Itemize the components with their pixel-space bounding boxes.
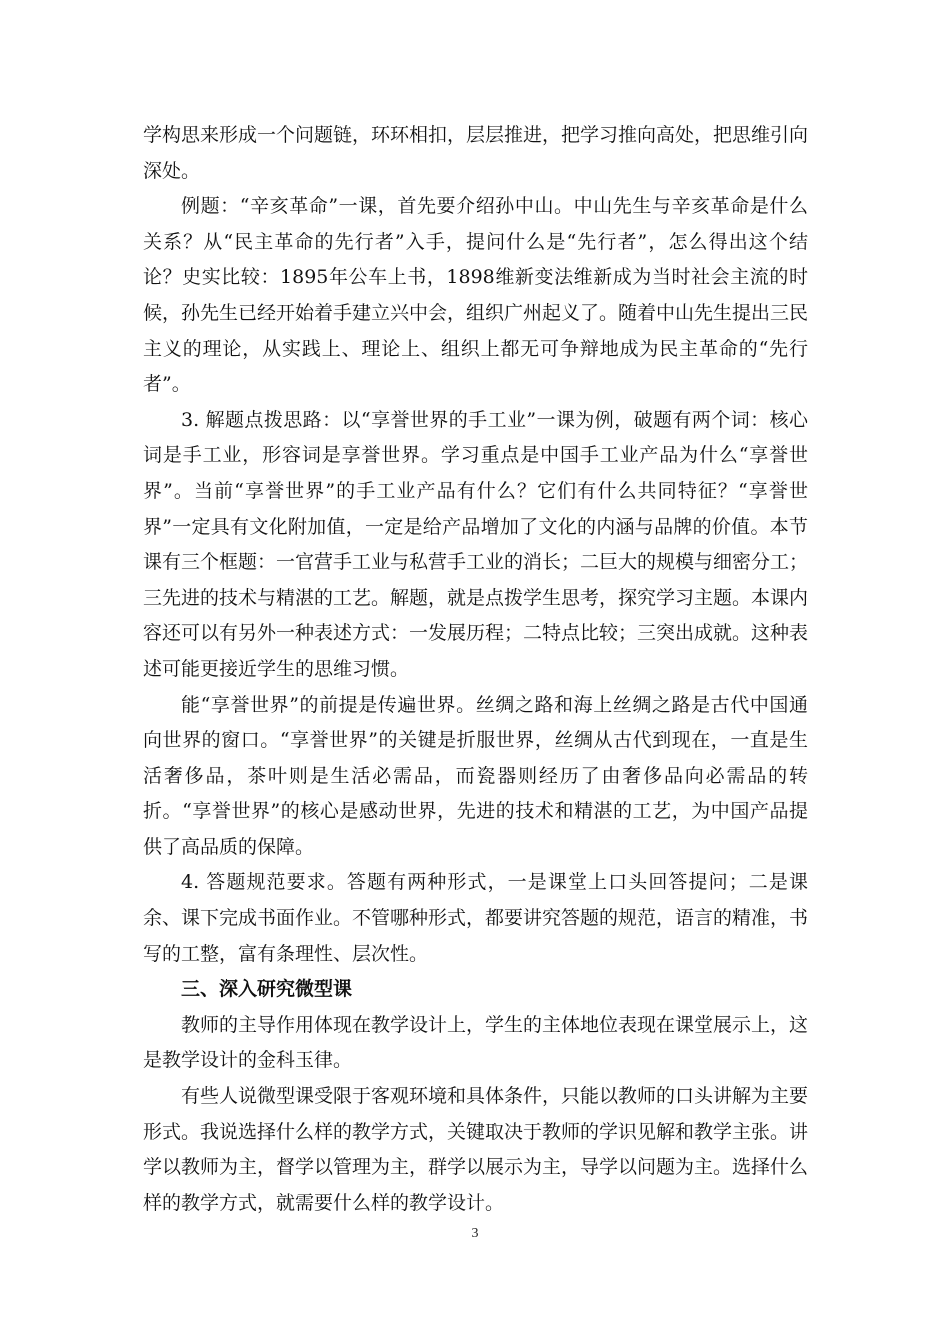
document-page: [143, 118, 808, 1221]
paragraph-teacher-role: 教师的主导作用体现在教学设计上，学生的主体地位表现在课堂展示上，这是教学设计的金科玉律。: [143, 1013, 809, 1072]
paragraph-micro-lesson: 有些人说微型课受限于客观环境和具体条件，只能以教师的口头讲解为主要形式。我说选择什么样的教学方式，关键取决于教师的学识见解和教学主张。讲学以教师为主，督学以管理为主，群学以展示为主，导学以问题为主。选择什么样的教学方式，就需要什么样的教学设计。: [143, 1085, 809, 1214]
paragraph-world-renown: 能“享誉世界”的前提是传遍世界。丝绸之路和海上丝绸之路是古代中国通向世界的窗口。“享誉世界”的关键是折服世界，丝绸从古代到现在，一直是生活奢侈品，茶叶则是生活必需品，而瓷器则经历了由奢侈品向必需品的转折。“享誉世界”的核心是感动世界，先进的技术和精湛的工艺，为中国产品提供了高品质的保障。: [143, 693, 808, 858]
page-number: 3: [471, 1226, 479, 1241]
paragraph-point-4: 4. 答题规范要求。答题有两种形式，一是课堂上口头回答提问；二是课余、课下完成书面作业。不管哪种形式，都要讲究答题的规范，语言的精准，书写的工整，富有条理性、层次性。: [143, 871, 809, 965]
paragraph-continuation: 学构思来形成一个问题链，环环相扣，层层推进，把学习推向高处，把思维引向深处。: [143, 124, 809, 182]
paragraph-point-3: 3. 解题点拨思路：以“享誉世界的手工业”一课为例，破题有两个词：核心词是手工业，形容词是享誉世界。学习重点是中国手工业产品为什么“享誉世界”。当前“享誉世界”的手工业产品有什么？它们有什么共同特征？“享誉世界”一定具有文化附加值，一定是给产品增加了文化的内涵与品牌的价值。本节课有三个框题：一官营手工业与私营手工业的消长；二巨大的规模与细密分工；三先进的技术与精湛的工艺。解题，就是点拨学生思考，探究学习主题。本课内容还可以有另外一种表述方式：一发展历程；二特点比较；三突出成就。这种表述可能更接近学生的思维习惯。: [143, 408, 809, 680]
section-heading: 三、深入研究微型课: [181, 978, 353, 1001]
paragraph-example-xinhai: 例题：“辛亥革命”一课，首先要介绍孙中山。中山先生与辛亥革命是什么关系？从“民主革命的先行者”入手，提问什么是“先行者”，怎么得出这个结论？史实比较：1895年公车上书，1898维新变法维新成为当时社会主流的时候，孙先生已经开始着手建立兴中会，组织广州起义了。随着中山先生提出三民主义的理论，从实践上、理论上、组织上都无可争辩地成为民主革命的“先行者”。: [143, 195, 809, 396]
